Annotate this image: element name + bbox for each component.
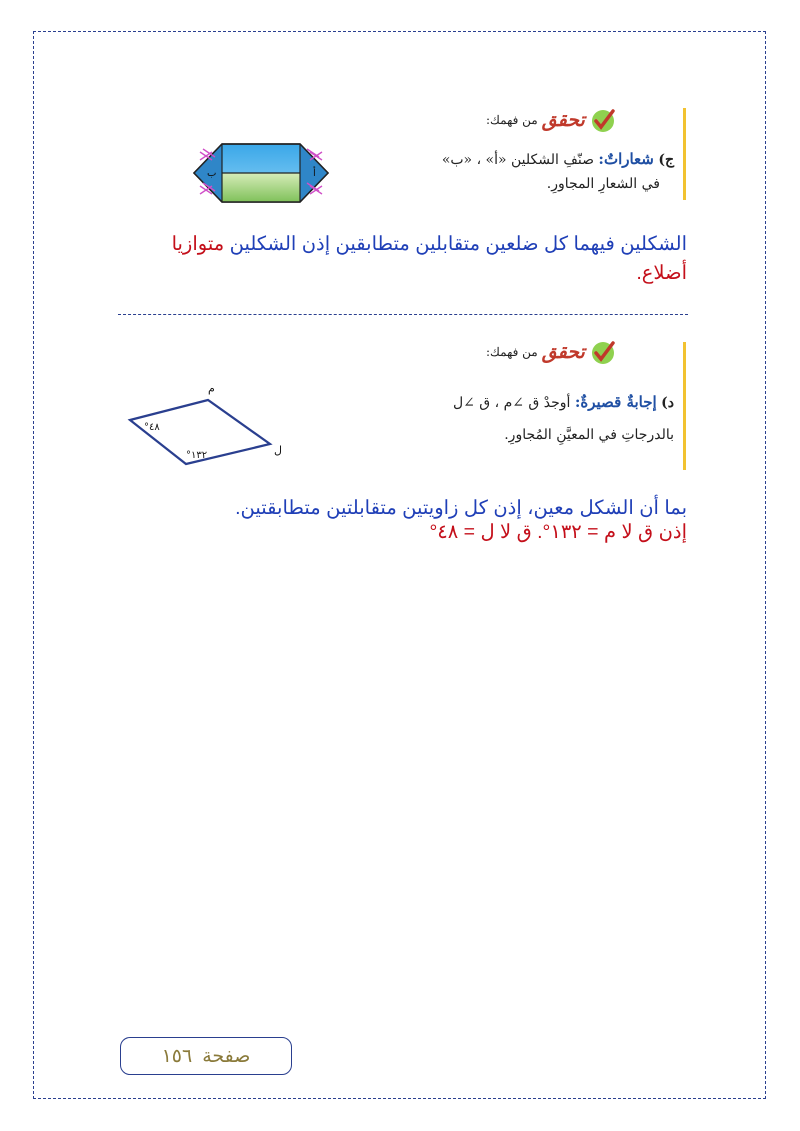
page-word: صفحة (202, 1045, 251, 1067)
question-label: إجابةٌ قصيرةٌ: (574, 393, 657, 411)
logo-label-a: أ (313, 168, 316, 179)
question-label: شعاراتٌ: (598, 150, 654, 168)
check-title: تحقق (541, 109, 585, 131)
page-number: ١٥٦ (161, 1045, 193, 1067)
answer-d-line-2: إذن ق لا م = ١٣٢°. ق لا ل = ٤٨° (429, 521, 687, 543)
check-understanding-header-1 (486, 106, 617, 134)
answer-d (87, 496, 687, 544)
angle-132-label: °١٣٢ (186, 450, 208, 461)
check-subtitle: من فهمك: (486, 345, 538, 359)
answer-c-red-2: أضلاع. (636, 262, 687, 284)
section-divider (118, 314, 688, 315)
answer-c-red-1: متوازيا (171, 233, 225, 255)
question-text: صنّفِ الشكلين «أ» ، «ب» (441, 152, 594, 168)
vertical-accent-bar (683, 342, 686, 470)
check-understanding-header-2 (486, 338, 617, 366)
page-number-badge (120, 1037, 292, 1075)
vertical-accent-bar (683, 108, 686, 200)
angle-48-label: °٤٨ (144, 422, 160, 433)
question-c-line-1 (442, 150, 674, 168)
question-letter: د) (661, 395, 674, 411)
answer-c (107, 230, 687, 288)
rhombus-figure (124, 380, 284, 466)
vertex-m-label: م (208, 382, 215, 395)
question-d-line-1 (453, 393, 674, 411)
answer-d-line-1: بما أن الشكل معين، إذن كل زاويتين متقابلتين متطابقتين. (235, 497, 687, 519)
vertex-l-label: ل (274, 444, 282, 457)
answer-c-blue: الشكلين فيهما كل ضلعين متقابلين متطابقين إذن الشكلين (229, 233, 687, 255)
logo-figure (192, 142, 330, 204)
green-check-icon (589, 338, 617, 366)
question-d-line-2: بالدرجاتِ في المعيَّنِ المُجاورِ. (504, 427, 674, 443)
question-text: أوجدْ ق ∠م ، ق ∠ل (452, 395, 571, 411)
logo-label-b: ب (207, 168, 217, 179)
green-check-icon (589, 106, 617, 134)
question-c-line-2: في الشعارِ المجاورِ. (546, 176, 660, 192)
question-letter: ج) (658, 152, 674, 168)
check-title: تحقق (541, 341, 585, 363)
check-subtitle: من فهمك: (486, 113, 538, 127)
